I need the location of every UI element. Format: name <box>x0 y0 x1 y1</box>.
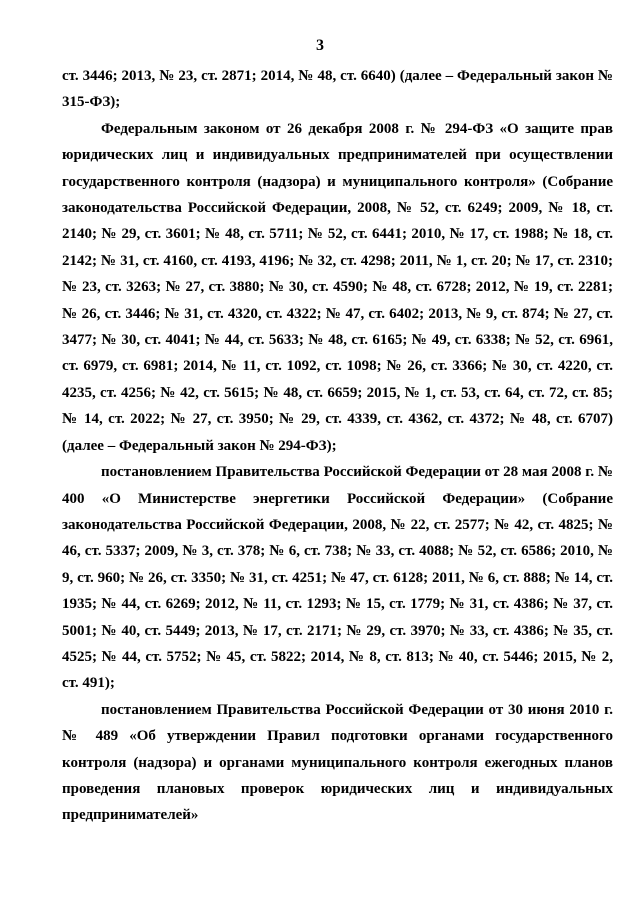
paragraph-government-decree-400: постановлением Правительства Российской Федерации от 28 мая 2008 г. № 400 «О Министерстве энергетики Российской Федерации» (Собрание законодательства Российской Федерации, 2008, № 22, ст. 2577; № 42, ст. 4825; № 46, ст. 5337; 2009, № 3, ст. 378; № 6, ст. 738; № 33, ст. 4088; № 52, ст. 6586; 2010, № 9, ст. 960; № 26, ст. 3350; № 31, ст. 4251; № 47, ст. 6128; 2011, № 6, ст. 888; № 14, ст. 1935; № 44, ст. 6269; 2012, № 11, ст. 1293; № 15, ст. 1779; № 31, ст. 4386; № 37, ст. 5001; № 40, ст. 5449; 2013, № 17, ст. 2171; № 29, ст. 3970; № 33, ст. 4386; № 35, ст. 4525; № 44, ст. 5752; № 45, ст. 5822; 2014, № 8, ст. 813; № 40, ст. 5446; 2015, № 2, ст. 491); <box>62 464 613 692</box>
document-body <box>62 63 613 829</box>
paragraph-federal-law-294: Федеральным законом от 26 декабря 2008 г. № 294-ФЗ «О защите прав юридических лиц и индивидуальных предпринимателей при осуществлении государственного контроля (надзора) и муниципального контроля» (Собрание законодательства Российской Федерации, 2008, № 52, ст. 6249; 2009, № 18, ст. 2140; № 29, ст. 3601; № 48, ст. 5711; № 52, ст. 6441; 2010, № 17, ст. 1988; № 18, ст. 2142; № 31, ст. 4160, ст. 4193, 4196; № 32, ст. 4298; 2011, № 1, ст. 20; № 17, ст. 2310; № 23, ст. 3263; № 27, ст. 3880; № 30, ст. 4590; № 48, ст. 6728; 2012, № 19, ст. 2281; № 26, ст. 3446; № 31, ст. 4320, ст. 4322; № 47, ст. 6402; 2013, № 9, ст. 874; № 27, ст. 3477; № 30, ст. 4041; № 44, ст. 5633; № 48, ст. 6165; № 49, ст. 6338; № 52, ст. 6961, ст. 6979, ст. 6981; 2014, № 11, ст. 1092, ст. 1098; № 26, ст. 3366; № 30, ст. 4220, ст. 4235, ст. 4256; № 42, ст. 5615; № 48, ст. 6659; 2015, № 1, ст. 53, ст. 64, ст. 72, ст. 85; № 14, ст. 2022; № 27, ст. 3950; № 29, ст. 4339, ст. 4362, ст. 4372; № 48, ст. 6707) (далее – Федеральный закон № 294-ФЗ); <box>62 120 613 454</box>
paragraph-government-decree-489: постановлением Правительства Российской Федерации от 30 июня 2010 г. № 489 «Об утверждении Правил подготовки органами государственного контроля (надзора) и органами муниципального контроля ежегодных планов проведения плановых проверок юридических лиц и индивидуальных предпринимателей» <box>62 701 613 824</box>
paragraph-continuation: ст. 3446; 2013, № 23, ст. 2871; 2014, № 48, ст. 6640) (далее – Федеральный закон № 315-ФЗ); <box>62 68 613 111</box>
page-number: 3 <box>316 37 324 54</box>
